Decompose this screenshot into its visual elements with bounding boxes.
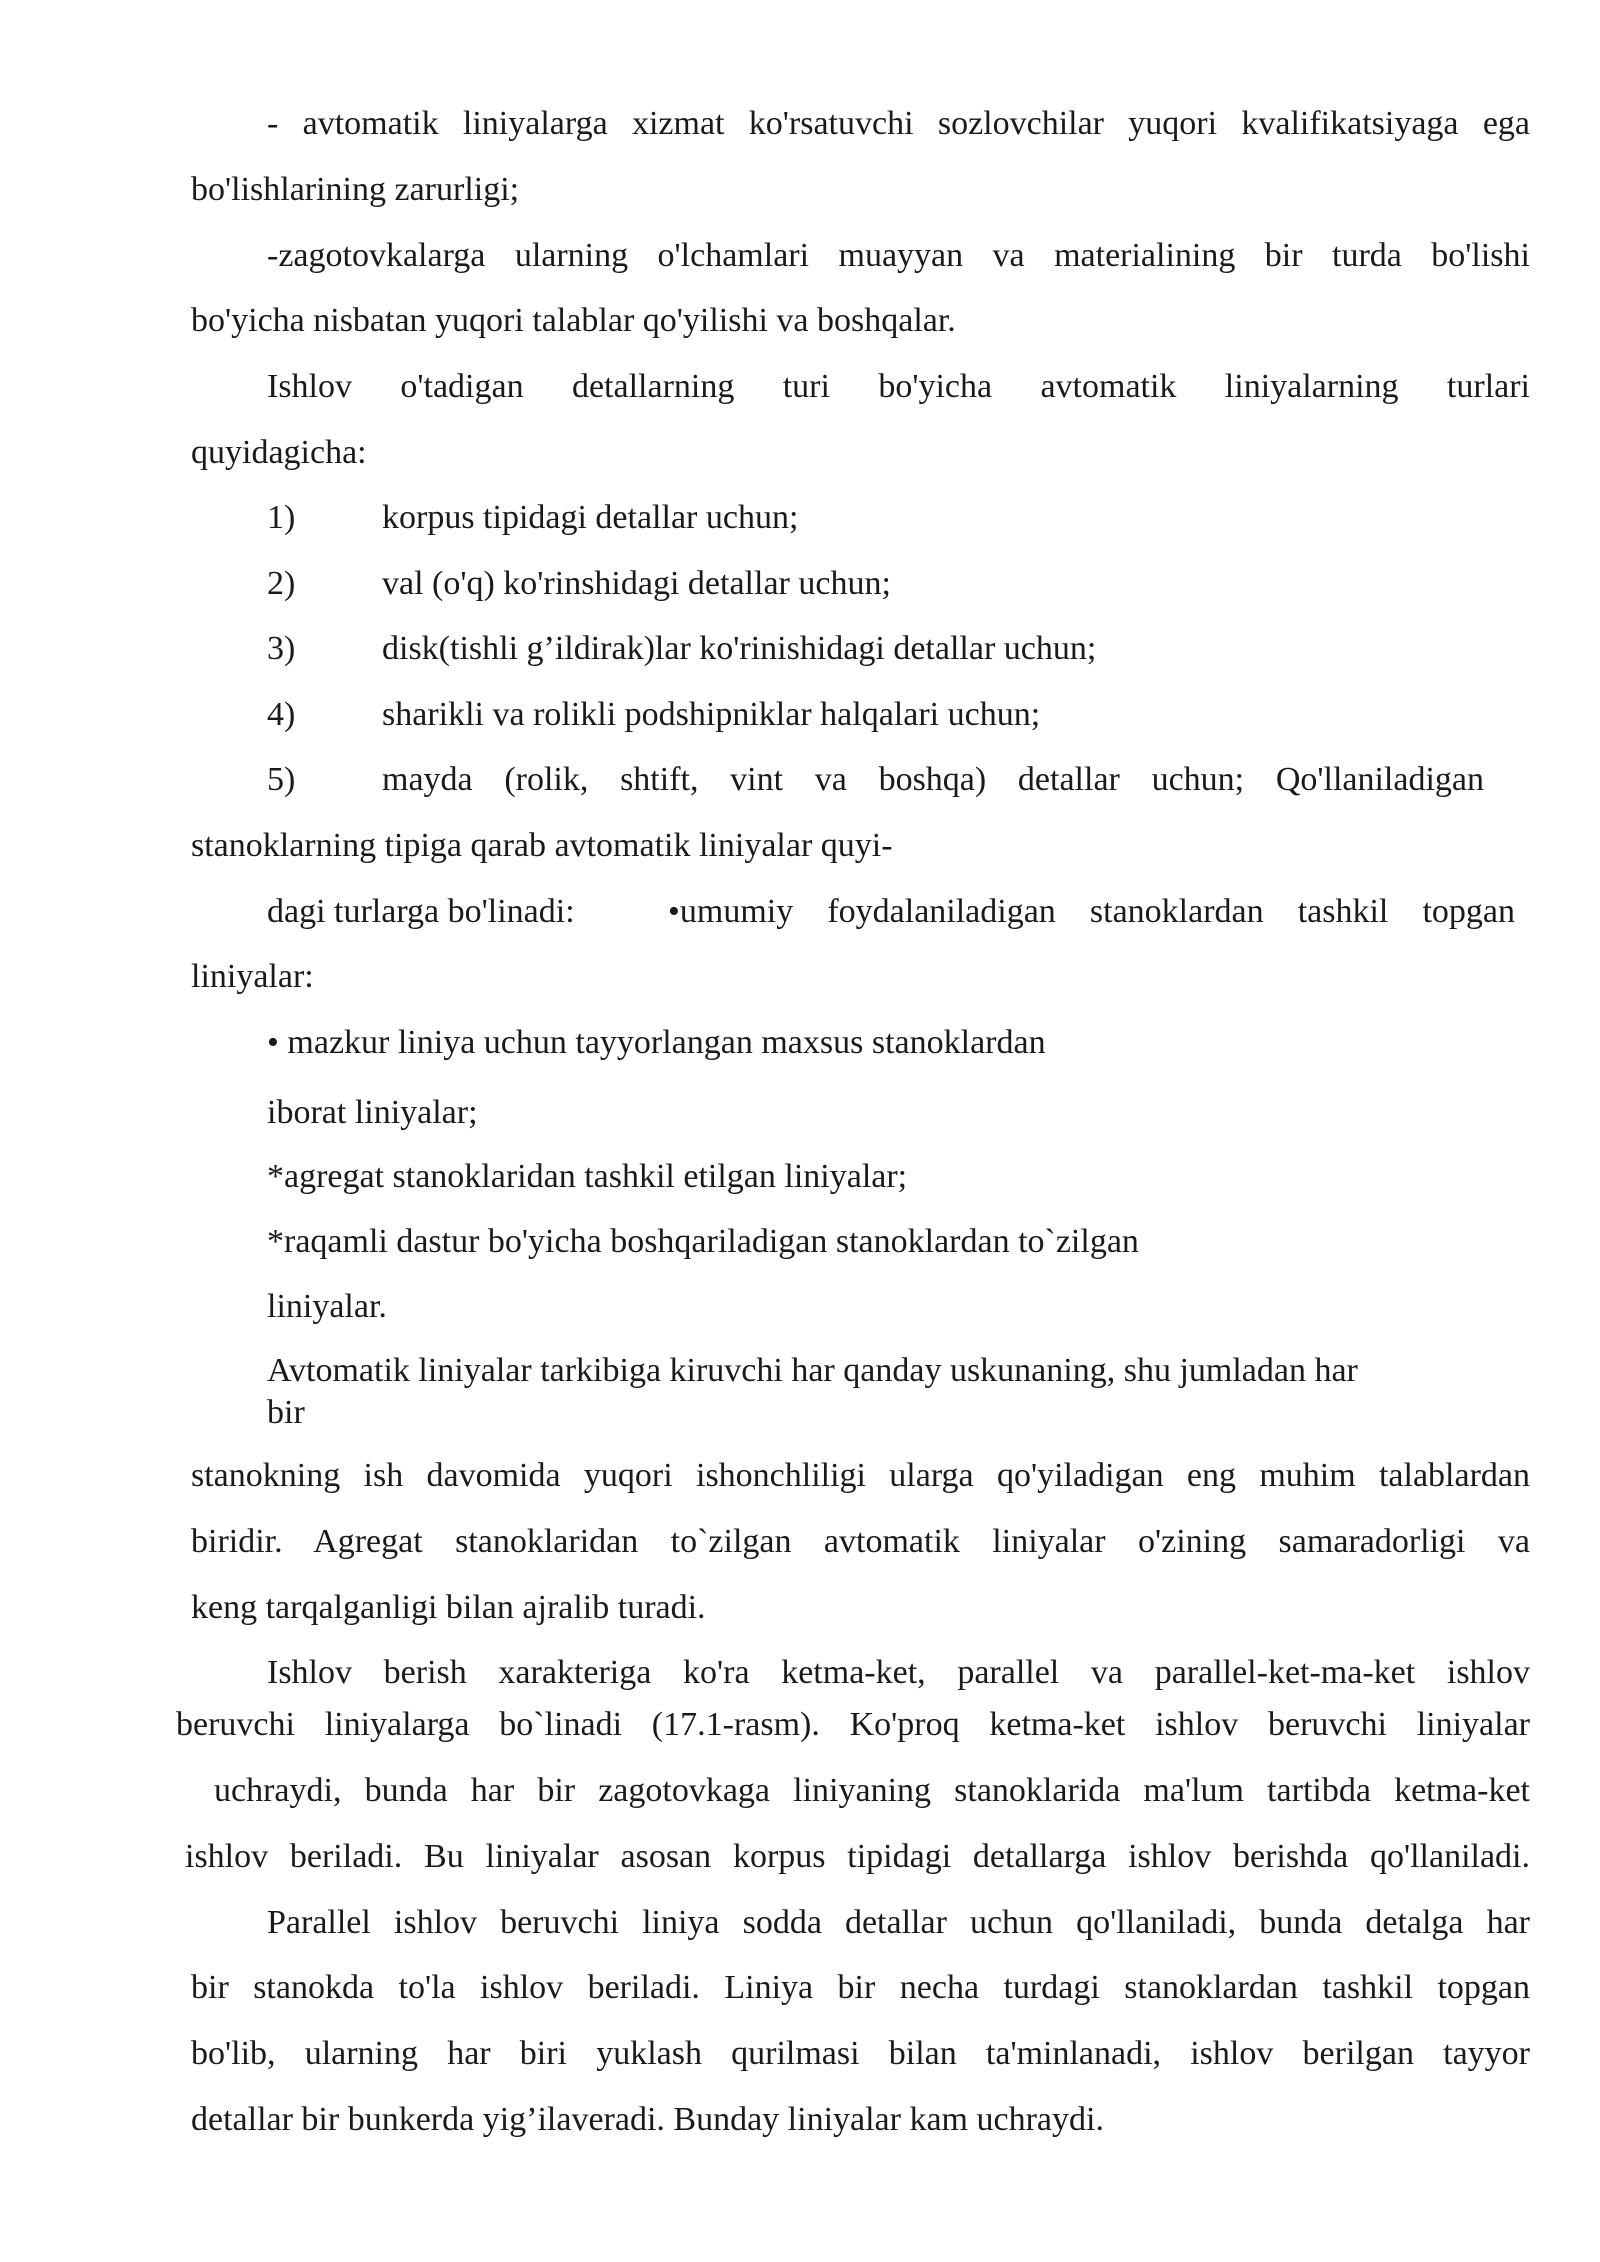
paragraph-line: quyidagicha:: [191, 434, 367, 471]
bullet-item: •umumiy foydalaniladigan stanoklardan tashkil topgan: [668, 893, 1515, 930]
paragraph-line: detallar bir bunkerda yig’ilaveradi. Bunday liniyalar kam uchraydi.: [191, 2101, 1104, 2138]
list-number: 2): [267, 565, 296, 602]
paragraph-line: Ishlov berish xarakteriga ko'ra ketma-ket, parallel va parallel-ket-ma-ket ishlov: [267, 1654, 1530, 1691]
list-item: sharikli va rolikli podshipniklar halqalari uchun;: [382, 696, 1041, 733]
paragraph-line: liniyalar:: [191, 958, 314, 995]
list-number: 1): [267, 499, 296, 536]
paragraph-line: bo'lishlarining zarurligi;: [191, 171, 520, 208]
paragraph-line: stanoklarning tipiga qarab avtomatik liniyalar quyi-: [191, 827, 893, 864]
paragraph-line: biridir. Agregat stanoklaridan to`zilgan avtomatik liniyalar o'zining samaradorligi va: [191, 1523, 1530, 1560]
paragraph-line: bir stanokda to'la ishlov beriladi. Liniya bir necha turdagi stanoklardan tashkil topgan: [191, 1969, 1530, 2006]
paragraph-line: dagi turlarga bo'linadi:: [267, 893, 575, 930]
paragraph-line: uchraydi, bunda har bir zagotovkaga liniyaning stanoklarida ma'lum tartibda ketma-ket: [214, 1772, 1530, 1809]
list-item: mayda (rolik, shtift, vint va boshqa) detallar uchun; Qo'llaniladigan: [382, 761, 1484, 798]
paragraph-line: bo'lib, ularning har biri yuklash qurilmasi bilan ta'minlanadi, ishlov berilgan tayyor: [191, 2035, 1530, 2072]
paragraph-line: keng tarqalganligi bilan ajralib turadi.: [191, 1589, 706, 1626]
paragraph-line: bir: [267, 1394, 305, 1431]
paragraph-line: -zagotovkalarga ularning o'lchamlari muayyan va materialining bir turda bo'lishi: [267, 237, 1530, 274]
paragraph-line: bo'yicha nisbatan yuqori talablar qo'yilishi va boshqalar.: [191, 302, 956, 339]
bullet-item: *raqamli dastur bo'yicha boshqariladigan stanoklardan to`zilgan: [267, 1223, 1139, 1260]
paragraph-line: stanokning ish davomida yuqori ishonchliligi ularga qo'yiladigan eng muhim talablardan: [191, 1457, 1530, 1494]
bullet-item: • mazkur liniya uchun tayyorlangan maxsus stanoklardan: [267, 1024, 1046, 1061]
bullet-item: *agregat stanoklaridan tashkil etilgan liniyalar;: [267, 1158, 908, 1195]
paragraph-line: ishlov beriladi. Bu liniyalar asosan korpus tipidagi detallarga ishlov berishda qo'llaniladi.: [185, 1838, 1530, 1875]
paragraph-line: - avtomatik liniyalarga xizmat ko'rsatuvchi sozlovchilar yuqori kvalifikatsiyaga ega: [267, 105, 1530, 142]
list-item: korpus tipidagi detallar uchun;: [382, 499, 799, 536]
list-number: 3): [267, 630, 296, 667]
paragraph-line: Parallel ishlov beruvchi liniya sodda detallar uchun qo'llaniladi, bunda detalga har: [267, 1904, 1530, 1941]
paragraph-line: Ishlov o'tadigan detallarning turi bo'yicha avtomatik liniyalarning turlari: [267, 368, 1530, 405]
paragraph-line: beruvchi liniyalarga bo`linadi (17.1-rasm). Ko'proq ketma-ket ishlov beruvchi liniyalar: [176, 1706, 1530, 1743]
list-number: 5): [267, 761, 296, 798]
paragraph-line: liniyalar.: [267, 1288, 387, 1325]
paragraph-line: iborat liniyalar;: [267, 1094, 478, 1131]
list-item: val (o'q) ko'rinshidagi detallar uchun;: [382, 565, 891, 602]
list-item: disk(tishli g’ildirak)lar ko'rinishidagi detallar uchun;: [382, 630, 1097, 667]
paragraph-line: Avtomatik liniyalar tarkibiga kiruvchi har qanday uskunaning, shu jumladan har: [267, 1352, 1358, 1389]
list-number: 4): [267, 696, 296, 733]
